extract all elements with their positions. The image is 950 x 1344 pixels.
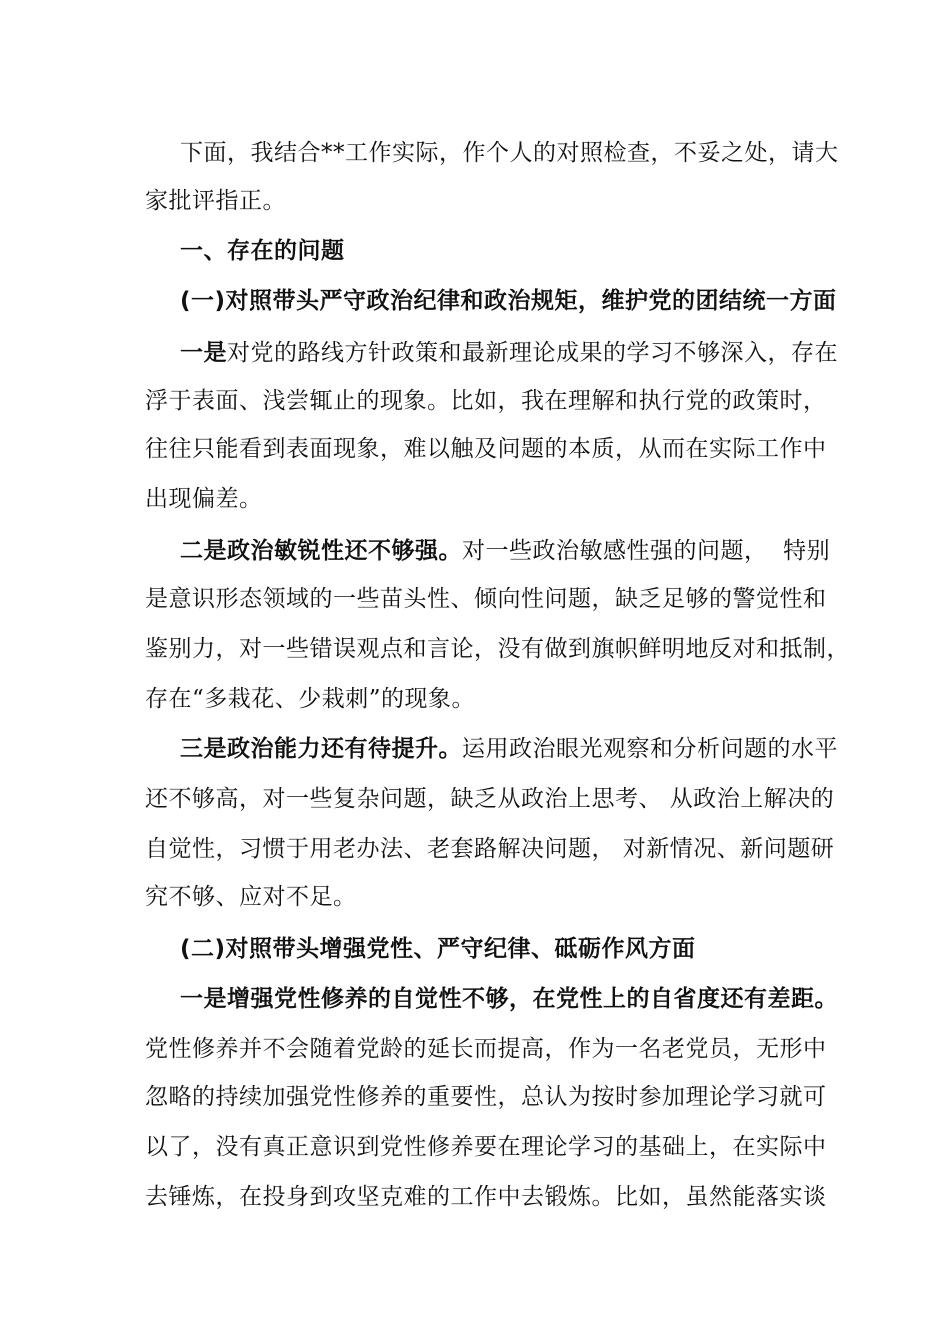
paragraph-3-line-3: 自觉性，习惯于用老办法、老套路解决问题， 对新情况、新问题研 (145, 836, 835, 862)
paragraph-3-line-2: 还不够高，对一些复杂问题，缺乏从政治上思考、 从政治上解决的 (145, 786, 835, 812)
paragraph-4-line-2: 党性修养并不会随着党龄的延长而提高，作为一名老党员，无形中 (145, 1036, 827, 1062)
paragraph-4-line-3: 忽略的持续加强党性修养的重要性，总认为按时参加理论学习就可 (145, 1084, 827, 1110)
paragraph-3-line-1-text: 运用政治眼光观察和分析问题的水平 (462, 736, 838, 762)
paragraph-2-line-4: 存在“多栽花、少栽刺”的现象。 (145, 686, 476, 712)
paragraph-2-lead: 二是政治敏锐性还不够强。 (180, 538, 462, 564)
paragraph-1-lead: 一是 (180, 340, 227, 366)
paragraph-1-line-1-text: 对党的路线方针政策和最新理论成果的学习不够深入，存在 (227, 340, 838, 366)
paragraph-2-line-3: 鉴别力，对一些错误观点和言论，没有做到旗帜鲜明地反对和抵制， (145, 636, 850, 662)
paragraph-4-line-5: 去锤炼，在投身到攻坚克难的工作中去锻炼。比如，虽然能落实谈 (145, 1184, 827, 1210)
subsection-title-2: (二)对照带头增强党性、严守纪律、砥砺作风方面 (180, 936, 696, 962)
paragraph-4-lead: 一是增强党性修养的自觉性不够，在党性上的自省度还有差距。 (180, 986, 838, 1012)
paragraph-2-line-2: 是意识形态领域的一些苗头性、倾向性问题，缺乏足够的警觉性和 (145, 586, 827, 612)
paragraph-3-line-4: 究不够、应对不足。 (145, 884, 357, 910)
paragraph-2-line-1 (180, 536, 830, 566)
paragraph-1-line-1 (180, 338, 838, 368)
paragraph-4-line-4: 以了，没有真正意识到党性修养要在理论学习的基础上，在实际中 (145, 1134, 827, 1160)
section-title: 一、存在的问题 (180, 238, 345, 264)
paragraph-1-line-2: 浮于表面、浅尝辄止的现象。比如，我在理解和执行党的政策时， (145, 388, 827, 414)
paragraph-2-line-1-text: 对一些政治敏感性强的问题， 特别 (462, 538, 831, 564)
subsection-title-1: (一)对照带头严守政治纪律和政治规矩，维护党的团结统一方面 (180, 288, 837, 314)
intro-line-1: 下面，我结合**工作实际，作个人的对照检查，不妥之处，请大 (180, 140, 839, 166)
paragraph-1-line-4: 出现偏差。 (145, 486, 263, 512)
paragraph-1-line-3: 往往只能看到表面现象，难以触及问题的本质，从而在实际工作中 (145, 436, 827, 462)
intro-line-2: 家批评指正。 (145, 188, 286, 214)
paragraph-3-line-1 (180, 734, 838, 764)
paragraph-3-lead: 三是政治能力还有待提升。 (180, 736, 462, 762)
